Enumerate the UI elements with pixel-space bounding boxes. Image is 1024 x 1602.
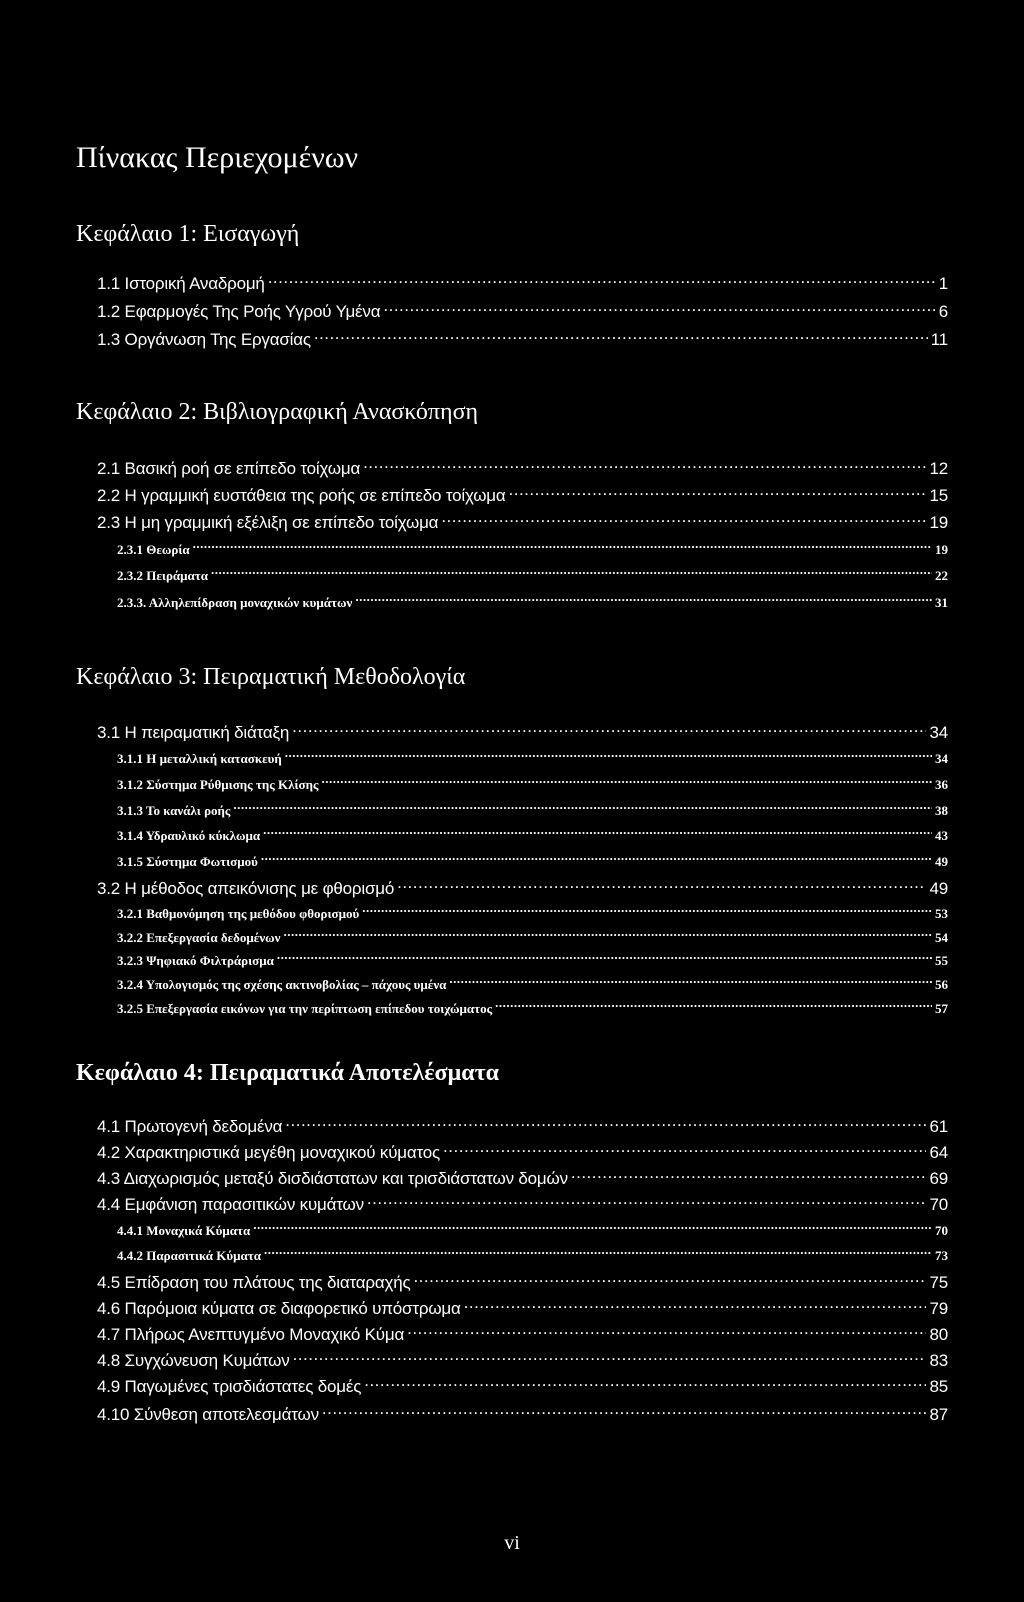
toc-subentry-label: 4.4.1 Μοναχικά Κύματα	[117, 1223, 251, 1238]
toc-entry-page: 83	[929, 1351, 948, 1370]
dot-leader	[283, 929, 932, 942]
dot-leader	[211, 567, 932, 580]
toc-entry-label: 4.9 Παγωμένες τρισδιάστατες δομές	[97, 1377, 362, 1396]
toc-subentry-page: 36	[935, 777, 948, 792]
chapter-heading: Κεφάλαιο 4: Πειραματικά Αποτελέσματα	[76, 1060, 500, 1086]
dot-leader	[263, 827, 932, 840]
toc-entry-label: 4.2 Χαρακτηριστικά μεγέθη μοναχικού κύματος	[97, 1143, 441, 1162]
toc-subentry-page: 57	[935, 1001, 948, 1016]
toc-subentry-page: 70	[935, 1223, 948, 1238]
dot-leader	[292, 721, 926, 738]
toc-entry[interactable]	[97, 1297, 948, 1320]
chapter-heading: Κεφάλαιο 3: Πειραματική Μεθοδολογία	[76, 664, 466, 690]
toc-entry-label: 4.7 Πλήρως Ανεπτυγμένο Μοναχικό Κύμα	[97, 1325, 405, 1344]
toc-entry-page: 69	[929, 1169, 948, 1188]
toc-entry-page: 61	[929, 1117, 948, 1136]
toc-subentry-page: 19	[935, 542, 948, 557]
toc-entry[interactable]	[97, 1193, 948, 1216]
dot-leader	[321, 776, 932, 789]
page-number: vi	[504, 1532, 520, 1554]
toc-entry[interactable]	[97, 1403, 948, 1426]
dot-leader	[322, 1403, 927, 1420]
toc-entry[interactable]	[97, 877, 948, 900]
toc-entry[interactable]	[97, 1323, 948, 1346]
toc-entry-page: 6	[938, 302, 948, 321]
toc-subentry-label: 3.1.4 Υδραυλικό κύκλωμα	[117, 828, 261, 843]
dot-leader	[367, 1193, 927, 1210]
toc-subentry[interactable]	[117, 593, 948, 613]
toc-entry-page: 34	[929, 723, 948, 742]
dot-leader	[449, 976, 932, 989]
dot-leader	[261, 853, 932, 866]
toc-entry[interactable]	[97, 1167, 948, 1190]
toc-subentry-label: 4.4.2 Παρασιτικά Κύματα	[117, 1248, 262, 1263]
toc-entry-label: 4.8 Συγχώνευση Κυμάτων	[97, 1351, 290, 1370]
toc-entry-label: 4.1 Πρωτογενή δεδομένα	[97, 1117, 283, 1136]
dot-leader	[268, 272, 936, 289]
toc-subentry[interactable]	[117, 801, 948, 821]
toc-subentry-label: 3.2.5 Επεξεργασία εικόνων για την περίπτωση επίπεδου τοιχώματος	[117, 1001, 493, 1016]
toc-entry[interactable]	[97, 511, 948, 534]
toc-subentry-page: 73	[935, 1248, 948, 1263]
toc-subentry-page: 38	[935, 803, 948, 818]
toc-subentry-page: 31	[935, 595, 948, 610]
dot-leader	[314, 328, 928, 345]
toc-subentry[interactable]	[117, 826, 948, 846]
toc-entry[interactable]	[97, 1349, 948, 1372]
dot-leader	[277, 952, 932, 965]
dot-leader	[264, 1247, 932, 1260]
dot-leader	[362, 905, 932, 918]
dot-leader	[383, 300, 935, 317]
dot-leader	[285, 750, 932, 763]
toc-entry-label: 4.3 Διαχωρισμός μεταξύ δισδιάστατων και τρισδιάστατων δομών	[97, 1169, 568, 1188]
toc-subentry[interactable]	[117, 951, 948, 971]
toc-entry[interactable]	[97, 1115, 948, 1138]
toc-subentry[interactable]	[117, 852, 948, 872]
toc-subentry-page: 22	[935, 568, 948, 583]
toc-entry-label: 2.1 Βασική ροή σε επίπεδο τοίχωμα	[97, 459, 361, 478]
toc-entry-label: 1.2 Εφαρμογές Της Ροής Υγρού Υμένα	[97, 302, 381, 321]
toc-entry-label: 4.4 Εμφάνιση παρασιτικών κυμάτων	[97, 1195, 364, 1214]
toc-entry-page: 70	[929, 1195, 948, 1214]
dot-leader	[193, 541, 932, 554]
toc-subentry-label: 2.3.1 Θεωρία	[117, 542, 190, 557]
toc-entry-page: 15	[929, 486, 948, 505]
toc-subentry-label: 2.3.2 Πειράματα	[117, 568, 209, 583]
toc-subentry-label: 3.2.2 Επεξεργασία δεδομένων	[117, 930, 281, 945]
toc-subentry-page: 55	[935, 953, 948, 968]
toc-subentry[interactable]	[117, 566, 948, 586]
toc-subentry-page: 43	[935, 828, 948, 843]
toc-entry-page: 1	[938, 274, 948, 293]
chapter-heading: Κεφάλαιο 1: Εισαγωγή	[76, 221, 300, 247]
toc-entry-label: 4.5 Επίδραση του πλάτους της διαταραχής	[97, 1273, 411, 1292]
toc-entry-page: 79	[929, 1299, 948, 1318]
dot-leader	[441, 511, 926, 528]
toc-subentry[interactable]	[117, 775, 948, 795]
toc-subentry-label: 3.1.2 Σύστημα Ρύθμισης της Κλίσης	[117, 777, 319, 792]
dot-leader	[293, 1349, 927, 1366]
toc-entry-page: 85	[929, 1377, 948, 1396]
dot-leader	[253, 1222, 932, 1235]
dot-leader	[407, 1323, 926, 1340]
dot-leader	[495, 1000, 932, 1013]
toc-subentry-page: 34	[935, 751, 948, 766]
dot-leader	[363, 457, 926, 474]
toc-entry-page: 87	[929, 1405, 948, 1424]
toc-subentry-label: 3.1.5 Σύστημα Φωτισμού	[117, 854, 258, 869]
toc-subentry-page: 56	[935, 977, 948, 992]
toc-entry-page: 75	[929, 1273, 948, 1292]
dot-leader	[413, 1271, 926, 1288]
toc-entry-label: 1.1 Ιστορική Αναδρομή	[97, 274, 265, 293]
toc-subentry-page: 54	[935, 930, 948, 945]
dot-leader	[285, 1115, 926, 1132]
toc-subentry[interactable]	[117, 1246, 948, 1266]
toc-entry-page: 64	[929, 1143, 948, 1162]
toc-entry[interactable]	[97, 1271, 948, 1294]
toc-entry-page: 19	[929, 513, 948, 532]
dot-leader	[233, 802, 932, 815]
toc-entry-label: 4.6 Παρόμοια κύματα σε διαφορετικό υπόστρωμα	[97, 1299, 461, 1318]
dot-leader	[509, 484, 927, 501]
toc-entry-page: 11	[930, 330, 948, 349]
toc-entry[interactable]	[97, 328, 948, 351]
toc-entry-label: 1.3 Οργάνωση Της Εργασίας	[97, 330, 311, 349]
toc-subentry[interactable]	[117, 975, 948, 995]
toc-entry[interactable]	[97, 721, 948, 744]
toc-subentry-page: 49	[935, 854, 948, 869]
toc-entry-page: 49	[929, 879, 948, 898]
toc-entry-label: 3.1 Η πειραματική διάταξη	[97, 723, 290, 742]
toc-subentry-label: 3.2.4 Υπολογισμός της σχέσης ακτινοβολίας – πάχους υμένα	[117, 977, 447, 992]
toc-entry-label: 4.10 Σύνθεση αποτελεσμάτων	[97, 1405, 319, 1424]
toc-entry-page: 12	[929, 459, 948, 478]
toc-entry-label: 2.2 Η γραμμική ευστάθεια της ροής σε επίπεδο τοίχωμα	[97, 486, 506, 505]
toc-subentry[interactable]	[117, 749, 948, 769]
toc-entry-page: 80	[929, 1325, 948, 1344]
toc-entry[interactable]	[97, 272, 948, 295]
dot-leader	[443, 1141, 926, 1158]
toc-entry[interactable]	[97, 300, 948, 323]
toc-entry[interactable]	[97, 1375, 948, 1398]
toc-subentry[interactable]	[117, 1221, 948, 1241]
toc-title: Πίνακας Περιεχομένων	[76, 141, 359, 174]
toc-subentry[interactable]	[117, 928, 948, 948]
toc-subentry[interactable]	[117, 540, 948, 560]
toc-subentry-label: 3.2.3 Ψηφιακό Φιλτράρισμα	[117, 953, 274, 968]
toc-entry[interactable]	[97, 484, 948, 507]
toc-entry[interactable]	[97, 457, 948, 480]
toc-subentry-page: 53	[935, 906, 948, 921]
dot-leader	[355, 594, 932, 607]
dot-leader	[364, 1375, 926, 1392]
toc-subentry-label: 3.2.1 Βαθμονόμηση της μεθόδου φθορισμού	[117, 906, 360, 921]
toc-subentry-label: 2.3.3. Αλληλεπίδραση μοναχικών κυμάτων	[117, 595, 353, 610]
toc-subentry-label: 3.1.3 Το κανάλι ροής	[117, 803, 231, 818]
toc-entry-label: 2.3 Η μη γραμμική εξέλιξη σε επίπεδο τοίχωμα	[97, 513, 439, 532]
toc-subentry-label: 3.1.1 Η μεταλλική κατασκευή	[117, 751, 282, 766]
toc-subentry[interactable]	[117, 999, 948, 1019]
toc-entry[interactable]	[97, 1141, 948, 1164]
dot-leader	[397, 877, 926, 894]
toc-entry-label: 3.2 Η μέθοδος απεικόνισης με φθορισμό	[97, 879, 395, 898]
toc-subentry[interactable]	[117, 904, 948, 924]
chapter-heading: Κεφάλαιο 2: Βιβλιογραφική Ανασκόπηση	[76, 399, 479, 425]
dot-leader	[464, 1297, 927, 1314]
dot-leader	[571, 1167, 927, 1184]
